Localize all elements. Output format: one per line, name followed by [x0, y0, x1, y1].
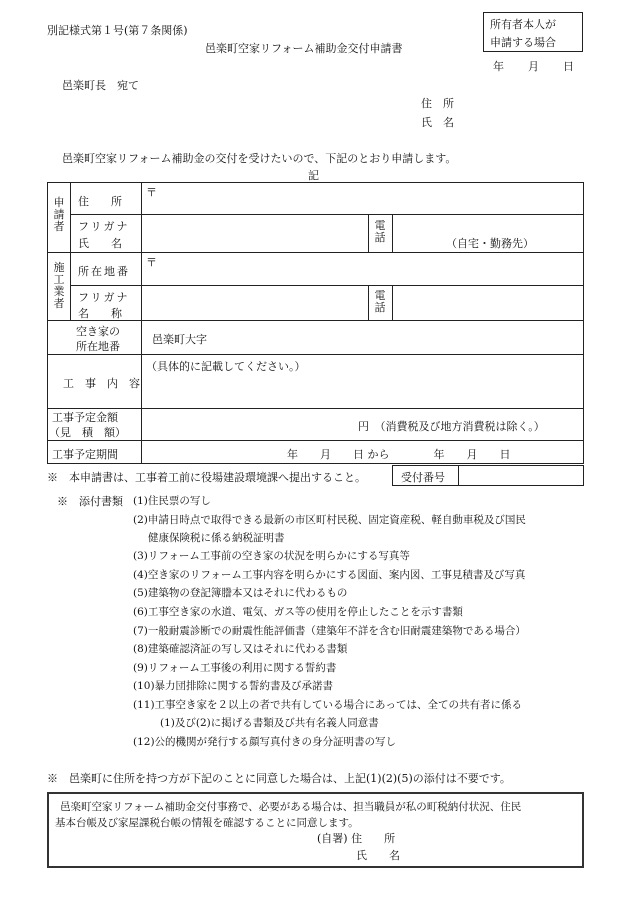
contractor-group-label: 施工業者 — [53, 261, 65, 310]
attachment-item: (5)建築物の登記簿謄本又はそれに代わるもの — [133, 587, 348, 599]
attachment-item: (9)リフォーム工事後の利用に関する誓約書 — [133, 662, 337, 674]
vacant-location-label-2: 所在地番 — [76, 340, 120, 353]
cost-input[interactable] — [144, 411, 354, 437]
vacant-location-input[interactable] — [210, 323, 580, 351]
work-content-input[interactable] — [144, 374, 582, 406]
address-input[interactable] — [160, 188, 580, 210]
work-content-label: 工 事 内 容 — [63, 377, 140, 390]
ki-label: 記 — [308, 169, 319, 182]
vacant-location-label-1: 空き家の — [76, 325, 120, 338]
name-label: 氏 名 — [78, 237, 122, 250]
attachment-item: (6)工事空き家の水道、電気、ガス等の使用を停止したことを示す書類 — [133, 606, 463, 618]
owner-note-line2: 申請する場合 — [490, 36, 556, 49]
applicant-address-field-label: 住 所 — [78, 195, 122, 208]
owner-note-box — [483, 12, 583, 52]
signature-name-label: 氏 名 — [356, 849, 400, 862]
attachment-item: 健康保険税に係る納税証明書 — [148, 532, 285, 544]
attachment-item: (11)工事空き家を２以上の者で共有している場合にあっては、全ての共有者に係る — [133, 699, 522, 711]
consent-line2: 基本台帳及び家屋課税台帳の情報を確認することに同意します。 — [55, 817, 359, 829]
owner-note-line1: 所有者本人が — [490, 18, 556, 31]
vacant-location-value: 邑楽町大字 — [152, 333, 207, 346]
consent-line1: 邑楽町空家リフォーム補助金交付事務で、必要がある場合は、担当職員が私の町税納付状況、住民 — [60, 801, 522, 813]
contractor-name-label: 名 称 — [78, 307, 122, 320]
receipt-label: 受付番号 — [401, 471, 445, 484]
period-text: 年 月 日 から 年 月 日 — [287, 448, 511, 461]
contractor-phone-label: 電話 — [374, 289, 386, 314]
attachments-heading: ※ 添付書類 — [57, 495, 123, 508]
postal-mark: 〒 — [146, 186, 157, 199]
form-number: 別記様式第１号(第７条関係) — [47, 24, 188, 37]
signature-address-input[interactable] — [410, 830, 578, 845]
applicant-address-label: 住 所 — [421, 97, 454, 110]
cost-label-1: 工事予定金額 — [52, 411, 118, 424]
attachment-item: (1)住民票の写し — [133, 495, 211, 507]
page-title: 邑楽町空家リフォーム補助金交付申請書 — [205, 42, 403, 55]
name-input[interactable] — [144, 216, 366, 250]
attachment-item: (4)空き家のリフォーム工事内容を明らかにする図面、案内図、工事見積書及び写真 — [133, 569, 526, 581]
date-month: 月 — [528, 60, 539, 73]
addressee: 邑楽町長 宛て — [62, 79, 139, 92]
phone-input[interactable] — [395, 216, 581, 232]
intro-text: 邑楽町空家リフォーム補助金の交付を受けたいので、下記のとおり申請します。 — [62, 152, 457, 165]
attachment-item: (10)暴力団排除に関する誓約書及び承諾書 — [133, 680, 334, 692]
attachment-item: (3)リフォーム工事前の空き家の状況を明らかにする写真等 — [133, 550, 410, 562]
date-day: 日 — [563, 60, 574, 73]
attachment-item: (2)申請日時点で取得できる最新の市区町村民税、固定資産税、軽自動車税及び国民 — [133, 514, 526, 526]
attachment-item: (1)及び(2)に掲げる書類及び共有名義人同意書 — [160, 717, 379, 729]
work-content-note: （具体的に記載してください。） — [146, 360, 306, 373]
signature-name-input[interactable] — [410, 847, 578, 862]
attachment-item: (12)公的機関が発行する顔写真付きの身分証明書の写し — [133, 736, 397, 748]
residents-note: ※ 邑楽町に住所を持つ方が下記のことに同意した場合は、上記(1)(2)(5)の添付は不要です。 — [47, 772, 511, 785]
attachment-item: (8)建築確認済証の写し又はそれに代わる書類 — [133, 643, 348, 655]
contractor-phone-input[interactable] — [395, 287, 581, 318]
phone-label: 電話 — [374, 219, 386, 244]
attachment-item: (7)一般耐震診断での耐震性能評価書（建築年不詳を含む旧耐震建築物である場合） — [133, 625, 526, 637]
signature-address-label: (自署) 住 所 — [317, 832, 396, 845]
contractor-name-input[interactable] — [144, 287, 366, 318]
contractor-postal-mark: 〒 — [146, 256, 157, 269]
receipt-number-input[interactable] — [460, 467, 582, 484]
contractor-furigana-label: フリガナ — [78, 291, 130, 304]
date-year: 年 — [493, 60, 504, 73]
period-label: 工事予定期間 — [52, 448, 118, 461]
furigana-label: フリガナ — [78, 220, 130, 233]
phone-note: （自宅・勤務先） — [446, 237, 534, 250]
cost-unit: 円 （消費税及び地方消費税は除く。） — [358, 420, 545, 433]
applicant-group-label: 申請者 — [53, 196, 65, 233]
applicant-name-label: 氏 名 — [421, 116, 454, 129]
contractor-location-label: 所在地番 — [78, 265, 130, 278]
cost-label-2: （見 積 額） — [49, 426, 126, 439]
submit-note: ※ 本申請書は、工事着工前に役場建設環境課へ提出すること。 — [47, 471, 366, 484]
contractor-location-input[interactable] — [160, 257, 580, 281]
